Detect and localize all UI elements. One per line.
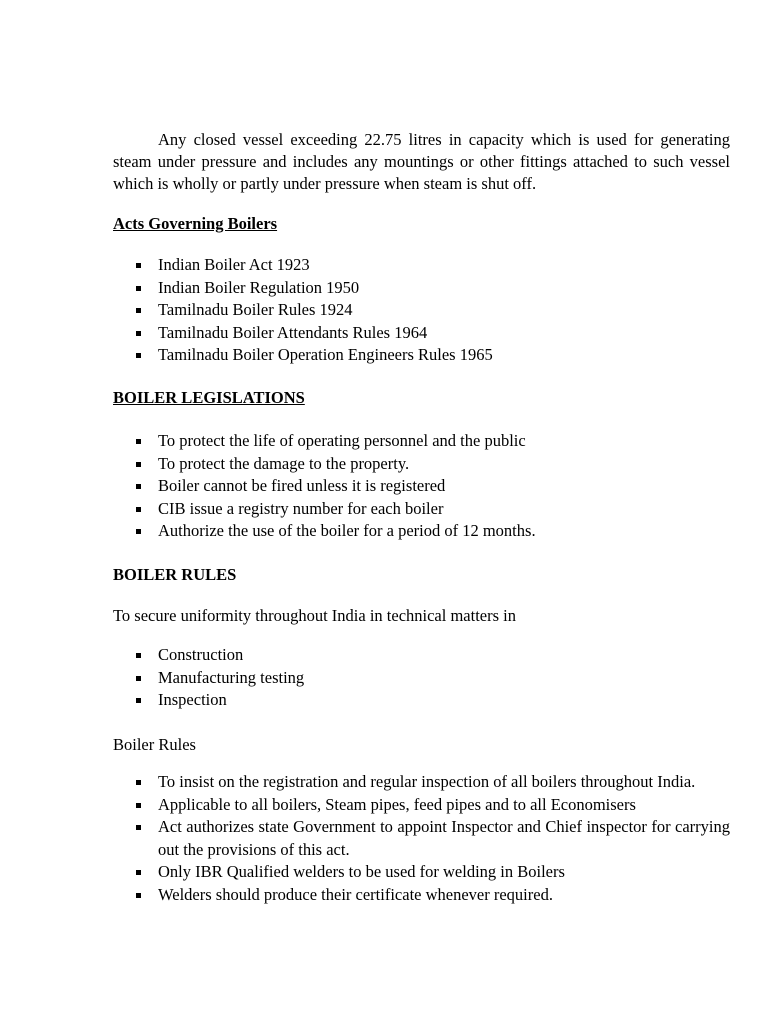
list-item: Manufacturing testing <box>113 667 730 690</box>
list-item: Act authorizes state Government to appoint Inspector and Chief inspector for carrying out the provisions of this act. <box>113 816 730 861</box>
bullet-marker <box>136 780 141 785</box>
bullet-marker <box>136 353 141 358</box>
bullet-marker <box>136 331 141 336</box>
bullet-marker <box>136 308 141 313</box>
list-item: Tamilnadu Boiler Attendants Rules 1964 <box>113 322 730 345</box>
bullet-marker <box>136 529 141 534</box>
list-item: CIB issue a registry number for each boiler <box>113 498 730 521</box>
rules-heading: BOILER RULES <box>113 565 237 584</box>
bullet-marker <box>136 439 141 444</box>
list-item: Indian Boiler Regulation 1950 <box>113 277 730 300</box>
rules-list <box>113 644 730 712</box>
legislations-list <box>113 430 730 543</box>
legislations-heading: BOILER LEGISLATIONS <box>113 388 305 407</box>
bullet-marker <box>136 653 141 658</box>
rules-intro-text: To secure uniformity throughout India in technical matters in <box>113 606 516 625</box>
list-item: Construction <box>113 644 730 667</box>
bullet-marker <box>136 462 141 467</box>
list-item: Applicable to all boilers, Steam pipes, feed pipes and to all Economisers <box>113 794 730 817</box>
list-item: Inspection <box>113 689 730 712</box>
bullet-marker <box>136 507 141 512</box>
list-item: Only IBR Qualified welders to be used for welding in Boilers <box>113 861 730 884</box>
list-item: To protect the life of operating personnel and the public <box>113 430 730 453</box>
acts-heading: Acts Governing Boilers <box>113 214 278 233</box>
list-item: Tamilnadu Boiler Rules 1924 <box>113 299 730 322</box>
bullet-marker <box>136 263 141 268</box>
acts-list <box>113 254 730 367</box>
bullet-marker <box>136 286 141 291</box>
list-item: Authorize the use of the boiler for a period of 12 months. <box>113 520 730 543</box>
intro-paragraph: Any closed vessel exceeding 22.75 litres in capacity which is used for generating steam under pressure and includes any mountings or other fittings attached to such vessel which is wholly or partly under pressure when steam is shut off. <box>113 130 730 193</box>
boiler-rules-list <box>113 771 730 907</box>
boiler-rules-label: Boiler Rules <box>113 735 196 754</box>
bullet-marker <box>136 484 141 489</box>
bullet-marker <box>136 803 141 808</box>
list-item: To insist on the registration and regular inspection of all boilers throughout India. <box>113 771 730 794</box>
bullet-marker <box>136 893 141 898</box>
bullet-marker <box>136 870 141 875</box>
bullet-marker <box>136 825 141 830</box>
bullet-marker <box>136 698 141 703</box>
list-item: Boiler cannot be fired unless it is registered <box>113 475 730 498</box>
list-item: Welders should produce their certificate whenever required. <box>113 884 730 907</box>
list-item: Tamilnadu Boiler Operation Engineers Rules 1965 <box>113 344 730 367</box>
list-item: Indian Boiler Act 1923 <box>113 254 730 277</box>
bullet-marker <box>136 676 141 681</box>
list-item: To protect the damage to the property. <box>113 453 730 476</box>
